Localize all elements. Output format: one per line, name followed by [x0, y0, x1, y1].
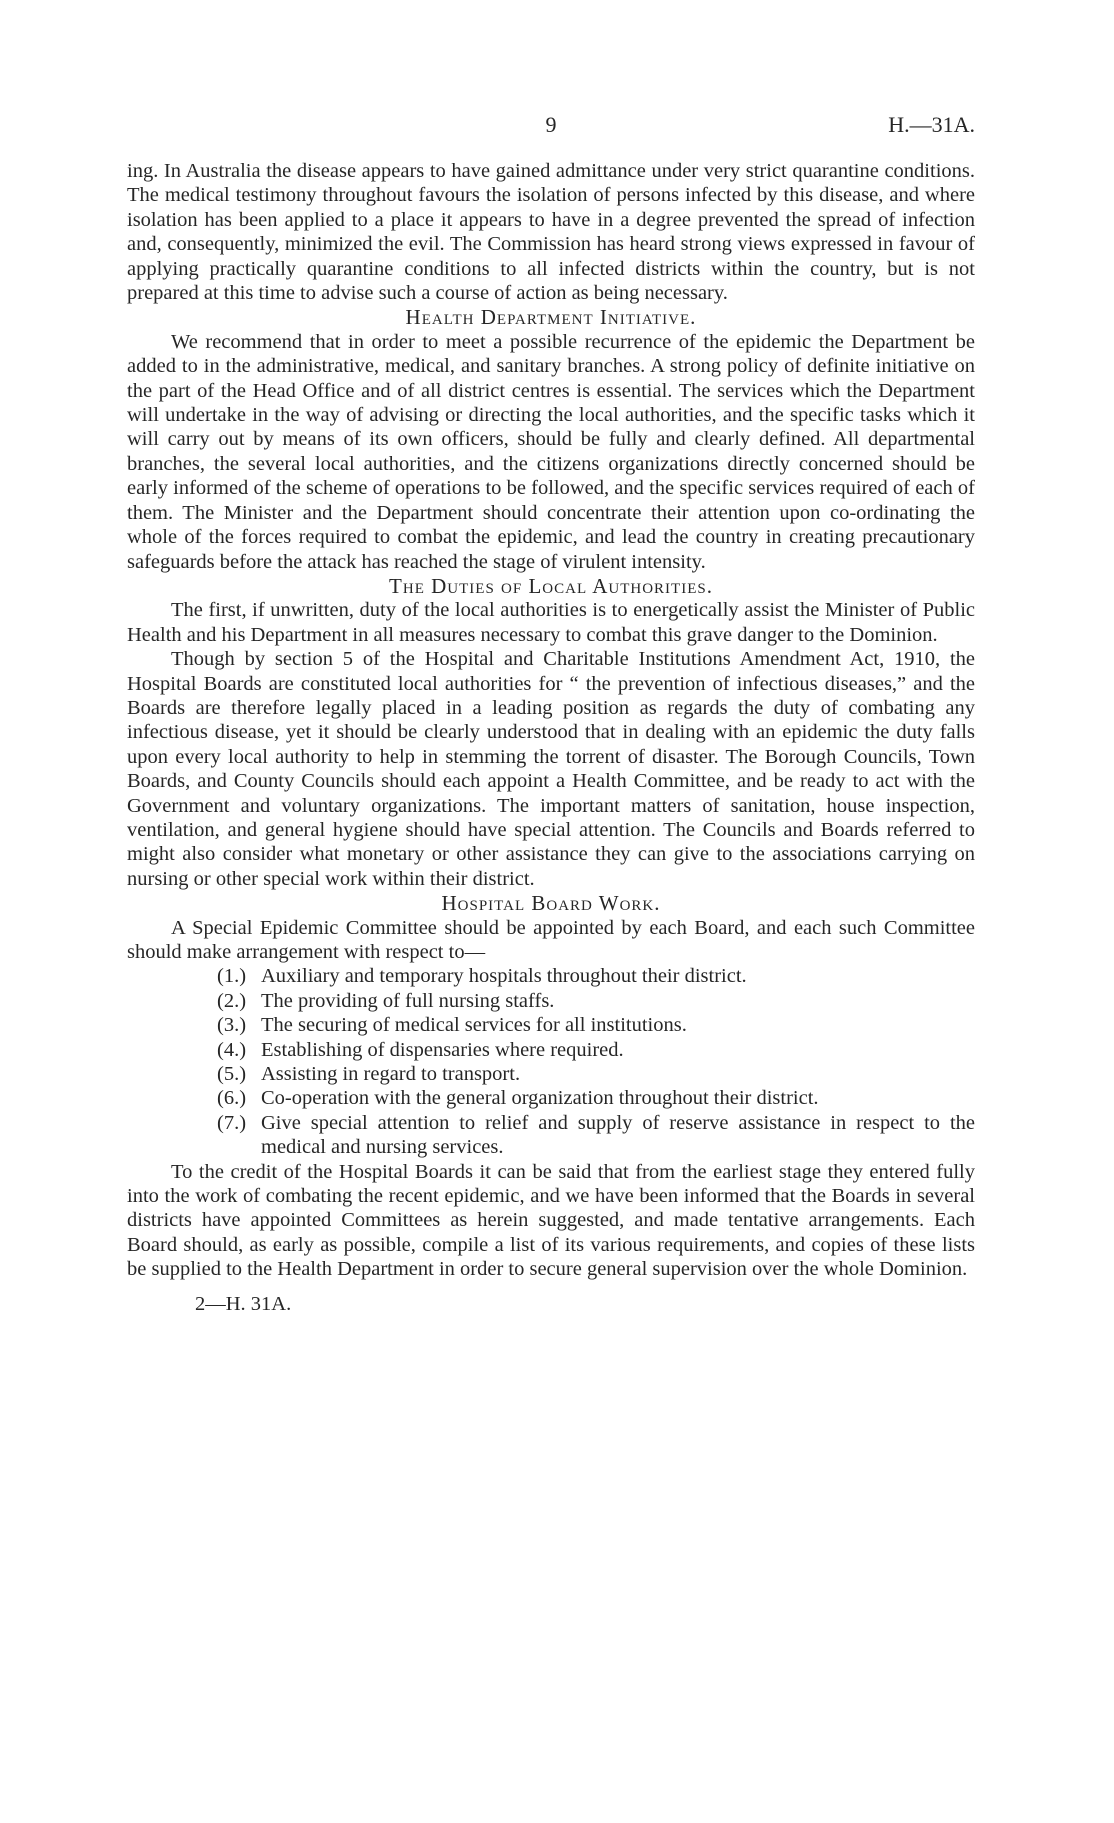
list-item	[127, 1013, 975, 1037]
page-header	[127, 112, 975, 142]
local-authorities-paragraph-1: The first, if unwritten, duty of the local authorities is to energetically assist the Minister of Public Health and his Department in all measures necessary to combat this grave danger to the Dominion.	[127, 599, 975, 646]
list-item-number: (6.)	[217, 1087, 247, 1110]
list-item	[127, 1111, 975, 1160]
list-item-number: (7.)	[217, 1111, 247, 1134]
hospital-board-list	[127, 964, 975, 1159]
list-item-text: The providing of full nursing staffs.	[261, 989, 555, 1012]
hospital-board-closing: To the credit of the Hospital Boards it can be said that from the earliest stage they entered fully into the work of combating the recent epidemic, and we have been informed that the Boards in several districts have appointed Committees as herein suggested, and made tentative arrangements. Each Board should, as early as possible, compile a list of its various requirements, and copies of these lists be supplied to the Health Department in order to secure general supervision over the whole Dominion.	[127, 1160, 975, 1281]
page-number: 9	[545, 112, 557, 137]
list-item-text: Establishing of dispensaries where required.	[261, 1038, 624, 1061]
list-item	[127, 1038, 975, 1062]
list-item-number: (2.)	[217, 989, 247, 1012]
list-item-number: (3.)	[217, 1014, 247, 1037]
section-heading-health-department-initiative: Health Department Initiative.	[405, 305, 697, 330]
list-item-text: Assisting in regard to transport.	[261, 1063, 521, 1086]
list-item	[127, 1086, 975, 1110]
list-item-text: Give special attention to relief and supply of reserve assistance in respect to the medical and nursing services.	[261, 1111, 975, 1159]
section-heading-hospital-board-work: Hospital Board Work.	[441, 891, 661, 916]
list-item-number: (4.)	[217, 1038, 247, 1061]
document-reference: H.—31A.	[888, 112, 975, 137]
footer-reference: 2—H. 31A.	[195, 1292, 292, 1315]
document-body	[127, 159, 975, 1316]
list-item-number: (1.)	[217, 965, 247, 988]
list-item-number: (5.)	[217, 1063, 247, 1086]
continuation-paragraph: ing. In Australia the disease appears to have gained admittance under very strict quarantine conditions. The medical testimony throughout favours the isolation of persons infected by this disease, and where isolation has been applied to a place it appears to have in a degree prevented the spread of infection and, consequently, minimized the evil. The Commission has heard strong views expressed in favour of applying practically quarantine conditions to all infected districts within the country, but is not prepared at this time to advise such a course of action as being necessary.	[127, 160, 975, 305]
list-item-text: Auxiliary and temporary hospitals throughout their district.	[261, 965, 747, 988]
local-authorities-paragraph-2: Though by section 5 of the Hospital and Charitable Institutions Amendment Act, 1910, the Hospital Boards are constituted local authorities for “ the prevention of infectious diseases,” and the Boards are therefore legally placed in a leading position as regards the duty of combating any infectious disease, yet it should be clearly understood that in dealing with an epidemic the duty falls upon every local authority to help in stemming the torrent of disaster. The Borough Councils, Town Boards, and County Councils should each appoint a Health Committee, and be ready to act with the Government and voluntary organizations. The important matters of sanitation, house inspection, ventilation, and general hygiene should have special attention. The Councils and Boards referred to might also consider what monetary or other assistance they can give to the associations carrying on nursing or other special work within their district.	[127, 648, 975, 890]
list-item	[127, 964, 975, 988]
list-item	[127, 1062, 975, 1086]
health-department-paragraph: We recommend that in order to meet a possible recurrence of the epidemic the Department be added to in the administrative, medical, and sanitary branches. A strong policy of definite initiative on the part of the Head Office and of all district centres is essential. The services which the Department will undertake in the way of advising or directing the local authorities, and the specific tasks which it will carry out by means of its own officers, should be fully and clearly defined. All departmental branches, the several local authorities, and the citizens organizations directly concerned should be early informed of the scheme of operations to be followed, and the specific services required of each of them. The Minister and the Department should concentrate their attention upon co-ordinating the whole of the forces required to combat the epidemic, and lead the country in creating precautionary safeguards before the attack has reached the stage of virulent intensity.	[127, 330, 975, 573]
list-item-text: Co-operation with the general organization throughout their district.	[261, 1087, 819, 1110]
list-item	[127, 989, 975, 1013]
section-heading-duties-of-local-authorities: The Duties of Local Authorities.	[389, 573, 713, 598]
list-item-text: The securing of medical services for all institutions.	[261, 1014, 687, 1037]
hospital-board-intro: A Special Epidemic Committee should be appointed by each Board, and each such Committee should make arrangement with respect to—	[127, 916, 975, 963]
